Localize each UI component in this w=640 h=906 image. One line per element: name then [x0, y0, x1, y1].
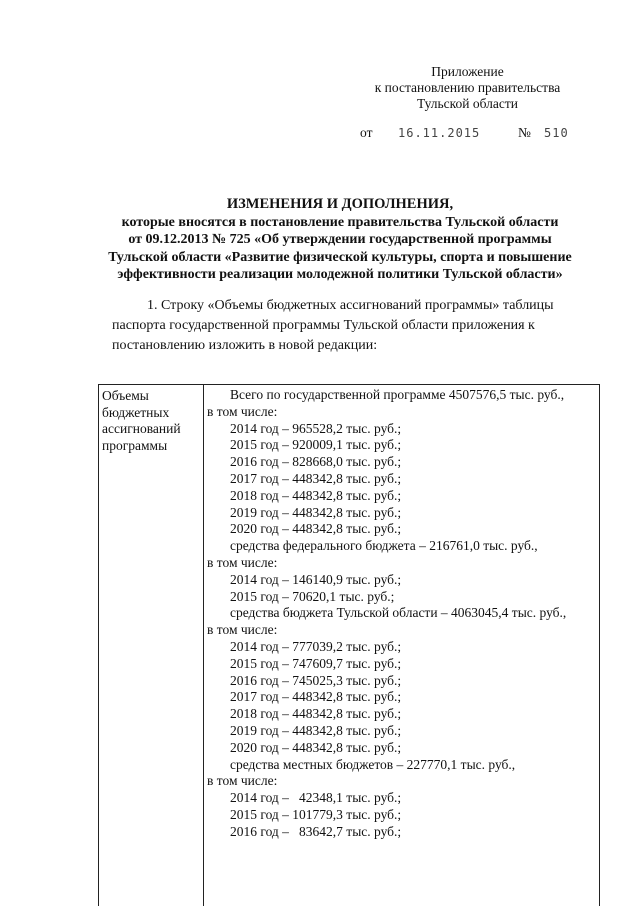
year-line: 2018 год – 448342,8 тыс. руб.; [230, 706, 402, 722]
reference-line [360, 125, 570, 143]
sub-label: в том числе: [207, 554, 278, 570]
label-line: ассигнований [102, 421, 181, 436]
year-line: 2015 год – 101779,3 тыс. руб.; [230, 806, 402, 822]
year-line: 2019 год – 448342,8 тыс. руб.; [230, 722, 402, 738]
table-label-cell [99, 385, 204, 906]
appendix-line: Тульской области [417, 96, 518, 111]
year-line: 2016 год – 828668,0 тыс. руб.; [230, 454, 402, 470]
year-line: 2017 год – 448342,8 тыс. руб.; [230, 470, 402, 486]
appendix-line: к постановлению правительства [374, 80, 561, 95]
year-line: 2015 год – 747609,7 тыс. руб.; [230, 655, 402, 671]
title-line: которые вносятся в постановление правительства Тульской области [121, 214, 559, 230]
title-main: ИЗМЕНЕНИЯ И ДОПОЛНЕНИЯ, [226, 196, 454, 212]
year-line: 2020 год – 448342,8 тыс. руб.; [230, 739, 402, 755]
appendix-line: Приложение [431, 64, 504, 79]
total-line: Всего по государственной программе 4507576,5 тыс. руб., [230, 387, 565, 402]
document-title [60, 196, 620, 284]
regional-line: средства бюджета Тульской области – 4063045,4 тыс. руб., [230, 605, 567, 621]
label-line: Объемы [102, 388, 149, 403]
year-line: 2015 год – 70620,1 тыс. руб.; [230, 588, 395, 604]
sub-label: в том числе: [207, 403, 278, 419]
federal-line: средства федерального бюджета – 216761,0 тыс. руб., [230, 538, 538, 554]
year-line: 2016 год – 745025,3 тыс. руб.; [230, 672, 402, 688]
budget-table [98, 384, 600, 906]
title-line: эффективности реализации молодежной политики Тульской области» [117, 267, 563, 282]
year-line: 2014 год – 777039,2 тыс. руб.; [230, 638, 402, 654]
table-value-cell [207, 387, 599, 841]
paragraph-line: постановлению изложить в новой редакции: [112, 338, 378, 353]
number-label: № [518, 125, 531, 140]
year-line: 2014 год – 965528,2 тыс. руб.; [230, 420, 402, 436]
year-line: 2014 год – 42348,1 тыс. руб.; [230, 790, 402, 806]
title-line: Тульской области «Развитие физической культуры, спорта и повышение [108, 249, 572, 265]
document-date: 16.11.2015 [398, 126, 481, 140]
label-line: программы [102, 437, 168, 453]
local-line: средства местных бюджетов – 227770,1 тыс. руб., [230, 756, 516, 772]
sub-label: в том числе: [207, 773, 278, 789]
year-line: 2015 год – 920009,1 тыс. руб.; [230, 437, 402, 453]
year-line: 2014 год – 146140,9 тыс. руб.; [230, 571, 402, 587]
intro-paragraph [112, 296, 597, 356]
appendix-header [360, 64, 575, 112]
title-line: от 09.12.2013 № 725 «Об утверждении государственной программы [128, 232, 552, 247]
document-number: 510 [544, 126, 569, 140]
paragraph-line: 1. Строку «Объемы бюджетных ассигнований программы» таблицы [147, 298, 554, 313]
year-line: 2020 год – 448342,8 тыс. руб.; [230, 521, 402, 537]
sub-label: в том числе: [207, 622, 278, 638]
year-line: 2019 год – 448342,8 тыс. руб.; [230, 504, 402, 520]
year-line: 2018 год – 448342,8 тыс. руб.; [230, 487, 402, 503]
from-label: от [360, 125, 373, 140]
paragraph-line: паспорта государственной программы Тульской области приложения к [112, 318, 535, 333]
year-line: 2016 год – 83642,7 тыс. руб.; [230, 823, 402, 839]
year-line: 2017 год – 448342,8 тыс. руб.; [230, 689, 402, 705]
label-line: бюджетных [102, 404, 170, 420]
